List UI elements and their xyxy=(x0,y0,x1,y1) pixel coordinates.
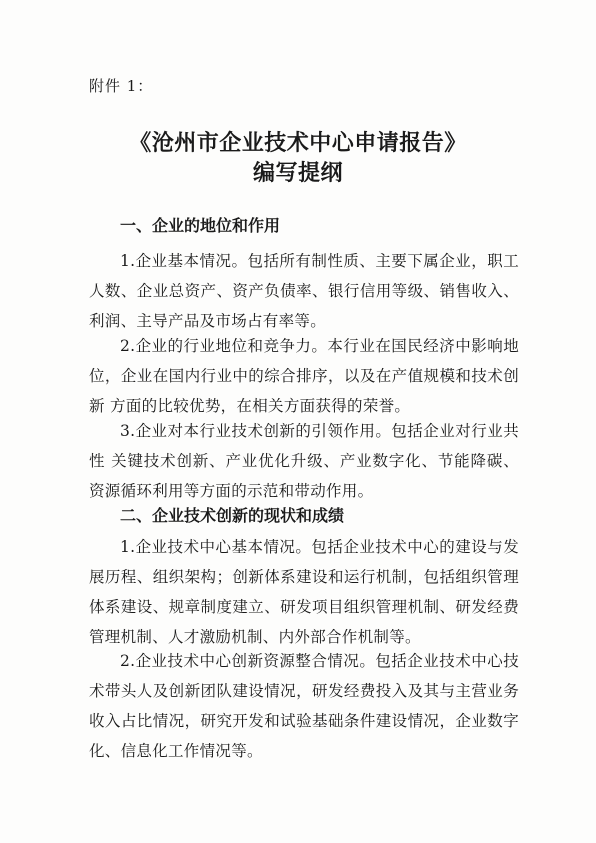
document-title: 《沧州市企业技术中心申请报告》 xyxy=(129,130,467,156)
paragraph-leading-role: 3.企业对本行业技术创新的引领作用。包括企业对行业共性 关键技术创新、产业优化升级、产业数字化、节能降碳、资源循环利用等方面的示范和带动作用。 xyxy=(89,422,519,500)
paragraph-basic-info: 1.企业基本情况。包括所有制性质、主要下属企业，职工人数、企业总资产、资产负债率、银行信用等级、销售收入、利润、主导产品及市场占有率等。 xyxy=(89,252,519,330)
section-heading-innovation-status: 二、企业技术创新的现状和成绩 xyxy=(120,506,345,525)
attachment-label: 附件 1： xyxy=(89,77,154,95)
document-subtitle: 编写提纲 xyxy=(252,160,343,186)
paragraph-industry-position: 2.企业的行业地位和竞争力。本行业在国民经济中影响地 位，企业在国内行业中的综合排序，以及在产值规模和技术创新 方面的比较优势，在相关方面获得的荣誉。 xyxy=(89,337,519,415)
section-heading-position-role: 一、企业的地位和作用 xyxy=(120,216,281,235)
paragraph-tech-center-info: 1.企业技术中心基本情况。包括企业技术中心的建设与发展历程、组织架构；创新体系建设和运行机制，包括组织管理体系建设、规章制度建立、研发项目组织管理机制、研发经费管理机制、人才激励机制、内外部合作机制等。 xyxy=(89,538,519,646)
paragraph-resource-integration: 2.企业技术中心创新资源整合情况。包括企业技术中心技术带头人及创新团队建设情况，研发经费投入及其与主营业务收入占比情况，研究开发和试验基础条件建设情况，企业数字化、信息化工作情况等。 xyxy=(89,652,519,760)
